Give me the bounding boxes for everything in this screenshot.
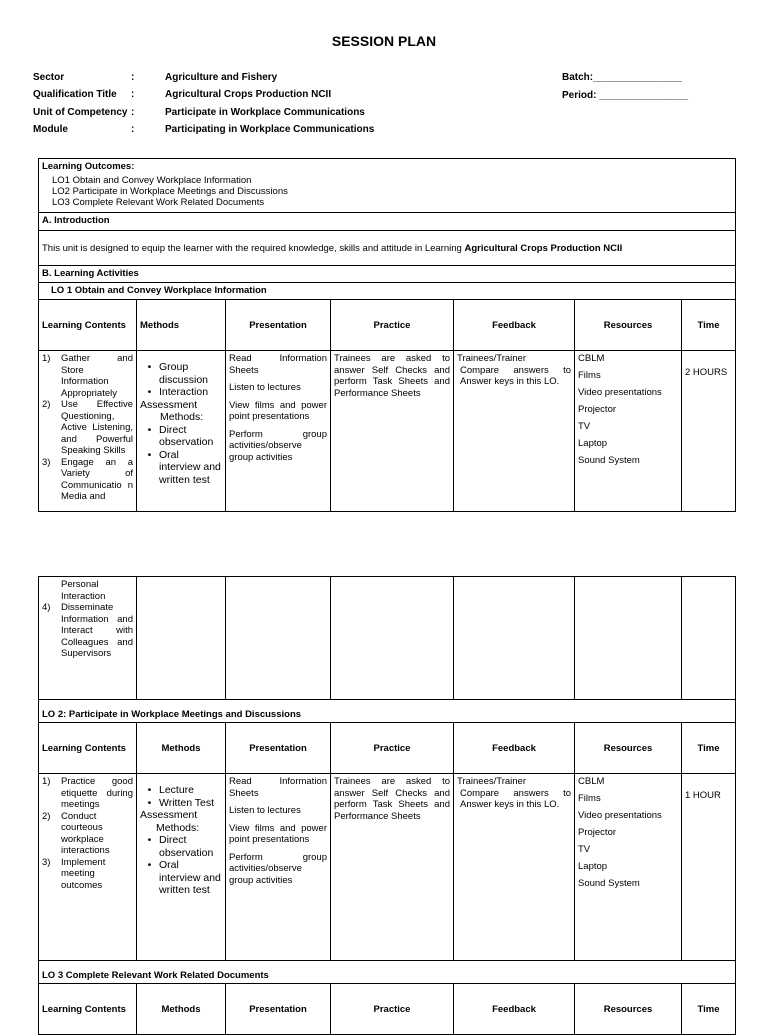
bullet-icon: • bbox=[147, 386, 152, 398]
presentation-item: Read Information Sheets bbox=[229, 353, 327, 376]
column-header: Presentation bbox=[226, 984, 331, 1035]
item-number: 2) bbox=[42, 399, 51, 410]
item-text: Personal Interaction bbox=[61, 579, 106, 602]
list-item bbox=[140, 834, 222, 859]
column-header-row bbox=[39, 723, 736, 774]
feedback-text: Compare answers to Answer keys in this LO. bbox=[460, 787, 571, 810]
column-header: Feedback bbox=[454, 300, 575, 351]
method-text: Group discussion bbox=[159, 361, 209, 386]
assessment-label: Assessment bbox=[140, 398, 198, 411]
practice-cell: Trainees are asked to answer Self Checks and perform Task Sheets and Performance Sheets bbox=[331, 774, 454, 961]
list-item bbox=[42, 579, 133, 602]
batch-field: Batch:________________ bbox=[562, 72, 683, 83]
lo1-heading-row bbox=[39, 283, 736, 300]
method-text: Direct observation bbox=[159, 423, 214, 448]
period-field: Period: ________________ bbox=[562, 90, 689, 101]
unit-label: Unit of Competency bbox=[33, 107, 128, 118]
outcome-item: LO2 Participate in Workplace Meetings and Discussions bbox=[52, 186, 288, 197]
learning-contents-list bbox=[42, 579, 133, 660]
column-header: Presentation bbox=[226, 723, 331, 774]
resource-item: TV bbox=[578, 421, 591, 432]
list-item bbox=[42, 399, 133, 457]
feedback-who: Trainees/Trainer bbox=[457, 353, 526, 364]
time-cell bbox=[682, 774, 736, 961]
method-text: Direct observation bbox=[159, 834, 214, 859]
column-header: Learning Contents bbox=[39, 723, 137, 774]
column-header: Time bbox=[682, 723, 736, 774]
list-item bbox=[42, 602, 133, 660]
item-text: Practice good etiquette during meetings bbox=[61, 776, 133, 810]
colon: : bbox=[131, 72, 135, 83]
methods-cell bbox=[137, 774, 226, 961]
feedback-cell bbox=[454, 351, 575, 512]
learning-contents-list bbox=[42, 776, 133, 891]
column-header: Feedback bbox=[454, 984, 575, 1035]
lo3-heading: LO 3 Complete Relevant Work Related Documents bbox=[39, 961, 736, 984]
column-header-row bbox=[39, 300, 736, 351]
item-number: 4) bbox=[42, 602, 51, 613]
qualification-value: Agricultural Crops Production NCII bbox=[165, 89, 332, 100]
session-table-page1 bbox=[38, 158, 736, 512]
item-text: Conduct courteous workplace interactions bbox=[61, 810, 110, 856]
bullet-icon: • bbox=[147, 796, 152, 809]
resource-item: Sound System bbox=[578, 455, 640, 466]
list-item bbox=[42, 776, 133, 811]
practice-cell: Trainees are asked to answer Self Checks and perform Task Sheets and Performance Sheets bbox=[331, 351, 454, 512]
list-item bbox=[42, 353, 133, 399]
time-value: 1 HOUR bbox=[685, 790, 721, 801]
column-header: Time bbox=[682, 300, 736, 351]
column-header: Methods bbox=[137, 984, 226, 1035]
learning-outcomes-row bbox=[39, 159, 736, 213]
item-text: Disseminate Information and Interact with Colleagues and Supervisors bbox=[61, 602, 133, 659]
outcome-item: LO3 Complete Relevant Work Related Documents bbox=[52, 197, 265, 208]
resource-item: Projector bbox=[578, 827, 617, 838]
learning-contents-list bbox=[42, 353, 133, 503]
item-number: 1) bbox=[42, 776, 51, 787]
bullet-icon: • bbox=[147, 784, 152, 796]
time-value: 2 HOURS bbox=[685, 367, 728, 378]
resource-item: Laptop bbox=[578, 438, 608, 449]
bullet-icon: • bbox=[147, 834, 152, 846]
column-header: Resources bbox=[575, 984, 682, 1035]
presentation-cell bbox=[226, 351, 331, 512]
sector-value: Agriculture and Fishery bbox=[165, 72, 278, 83]
bullet-icon: • bbox=[147, 448, 152, 461]
methods-label: Methods: bbox=[160, 411, 204, 423]
column-header: Presentation bbox=[226, 300, 331, 351]
introduction-text: This unit is designed to equip the learner with the required knowledge, skills and attitude in Learning bbox=[42, 242, 465, 254]
item-number: 2) bbox=[42, 810, 51, 822]
list-item bbox=[140, 361, 222, 386]
lo1-heading: LO 1 Obtain and Convey Workplace Information bbox=[39, 283, 736, 300]
presentation-item: Perform group activities/observe group activities bbox=[229, 428, 327, 463]
lo2-heading: LO 2: Participate in Workplace Meetings and Discussions bbox=[39, 700, 736, 723]
page-title: SESSION PLAN bbox=[331, 33, 437, 49]
resource-item: Films bbox=[578, 370, 601, 381]
module-value: Participating in Workplace Communications bbox=[165, 124, 375, 135]
lo2-heading-row bbox=[39, 700, 736, 723]
column-header: Practice bbox=[331, 300, 454, 351]
feedback-text: Compare answers to Answer keys in this LO. bbox=[460, 364, 571, 387]
lo2-content-row bbox=[39, 774, 736, 961]
resource-item: CBLM bbox=[578, 353, 605, 364]
item-text: Engage an a Variety of Communicatio n Media and bbox=[61, 456, 133, 502]
resource-item: Video presentations bbox=[578, 810, 662, 821]
feedback-cell bbox=[454, 774, 575, 961]
colon: : bbox=[131, 89, 135, 100]
item-number: 3) bbox=[42, 456, 51, 468]
sector-label: Sector bbox=[33, 72, 65, 83]
column-header: Resources bbox=[575, 723, 682, 774]
presentation-item: View films and power point presentations bbox=[229, 399, 327, 422]
lo1-content-row bbox=[39, 351, 736, 512]
resource-item: Projector bbox=[578, 404, 617, 415]
list-item bbox=[42, 857, 133, 892]
method-text: Lecture bbox=[159, 784, 195, 796]
presentation-item: Perform group activities/observe group activities bbox=[229, 851, 327, 886]
column-header: Methods bbox=[137, 300, 226, 351]
column-header: Learning Contents bbox=[39, 984, 137, 1035]
list-item bbox=[140, 784, 222, 797]
resource-item: Films bbox=[578, 793, 601, 804]
column-header: Time bbox=[682, 984, 736, 1035]
presentation-item: Read Information Sheets bbox=[229, 776, 327, 799]
column-header: Feedback bbox=[454, 723, 575, 774]
column-header: Learning Contents bbox=[39, 300, 137, 351]
item-number: 3) bbox=[42, 856, 51, 868]
methods-cell bbox=[137, 351, 226, 512]
column-header: Practice bbox=[331, 984, 454, 1035]
list-item bbox=[140, 449, 222, 487]
introduction-heading: A. Introduction bbox=[39, 213, 736, 231]
resources-cell bbox=[575, 351, 682, 512]
list-item bbox=[42, 457, 133, 503]
resources-cell bbox=[575, 774, 682, 961]
colon: : bbox=[131, 107, 135, 118]
column-header: Methods bbox=[137, 723, 226, 774]
method-text: Oral interview and written test bbox=[159, 448, 221, 486]
activities-heading-row bbox=[39, 266, 736, 283]
activities-heading: B. Learning Activities bbox=[39, 266, 736, 283]
presentation-cell bbox=[226, 774, 331, 961]
learning-outcomes-label: Learning Outcomes: bbox=[42, 161, 135, 172]
item-text: Use Effective Questioning, Active Listening, and Powerful Speaking Skills bbox=[61, 399, 133, 456]
item-text: Implement meeting outcomes bbox=[61, 856, 106, 891]
list-item bbox=[140, 424, 222, 449]
list-item bbox=[140, 859, 222, 897]
resource-item: CBLM bbox=[578, 776, 605, 787]
resource-item: Video presentations bbox=[578, 387, 662, 398]
presentation-item: View films and power point presentations bbox=[229, 822, 327, 845]
item-text: Gather and Store Information Appropriately bbox=[61, 353, 133, 399]
bullet-icon: • bbox=[147, 859, 152, 871]
lo1-content-continued-row bbox=[39, 577, 736, 700]
unit-value: Participate in Workplace Communications bbox=[165, 107, 365, 118]
session-table-page2 bbox=[38, 576, 736, 1035]
methods-label: Methods: bbox=[156, 821, 200, 834]
presentation-item: Listen to lectures bbox=[229, 805, 301, 816]
assessment-label: Assessment bbox=[140, 809, 198, 821]
introduction-text-bold: Agricultural Crops Production NCII bbox=[464, 242, 623, 254]
column-header: Resources bbox=[575, 300, 682, 351]
resource-item: Laptop bbox=[578, 861, 608, 872]
method-text: Interaction bbox=[159, 386, 209, 398]
outcome-item: LO1 Obtain and Convey Workplace Information bbox=[52, 175, 252, 186]
feedback-who: Trainees/Trainer bbox=[457, 776, 526, 787]
method-text: Oral interview and written test bbox=[159, 859, 221, 896]
list-item bbox=[42, 811, 133, 857]
bullet-icon: • bbox=[147, 423, 152, 436]
resource-item: Sound System bbox=[578, 878, 640, 889]
list-item bbox=[140, 386, 222, 399]
introduction-heading-row bbox=[39, 213, 736, 231]
time-cell bbox=[682, 351, 736, 512]
column-header-row bbox=[39, 984, 736, 1035]
column-header: Practice bbox=[331, 723, 454, 774]
lo3-heading-row bbox=[39, 961, 736, 984]
introduction-text-row bbox=[39, 231, 736, 266]
module-label: Module bbox=[33, 124, 68, 135]
presentation-item: Listen to lectures bbox=[229, 382, 301, 393]
qualification-label: Qualification Title bbox=[33, 89, 117, 100]
list-item bbox=[140, 797, 222, 810]
resource-item: TV bbox=[578, 844, 591, 855]
method-text: Written Test bbox=[159, 796, 215, 809]
colon: : bbox=[131, 124, 135, 135]
item-number: 1) bbox=[42, 353, 51, 364]
bullet-icon: • bbox=[147, 361, 152, 373]
